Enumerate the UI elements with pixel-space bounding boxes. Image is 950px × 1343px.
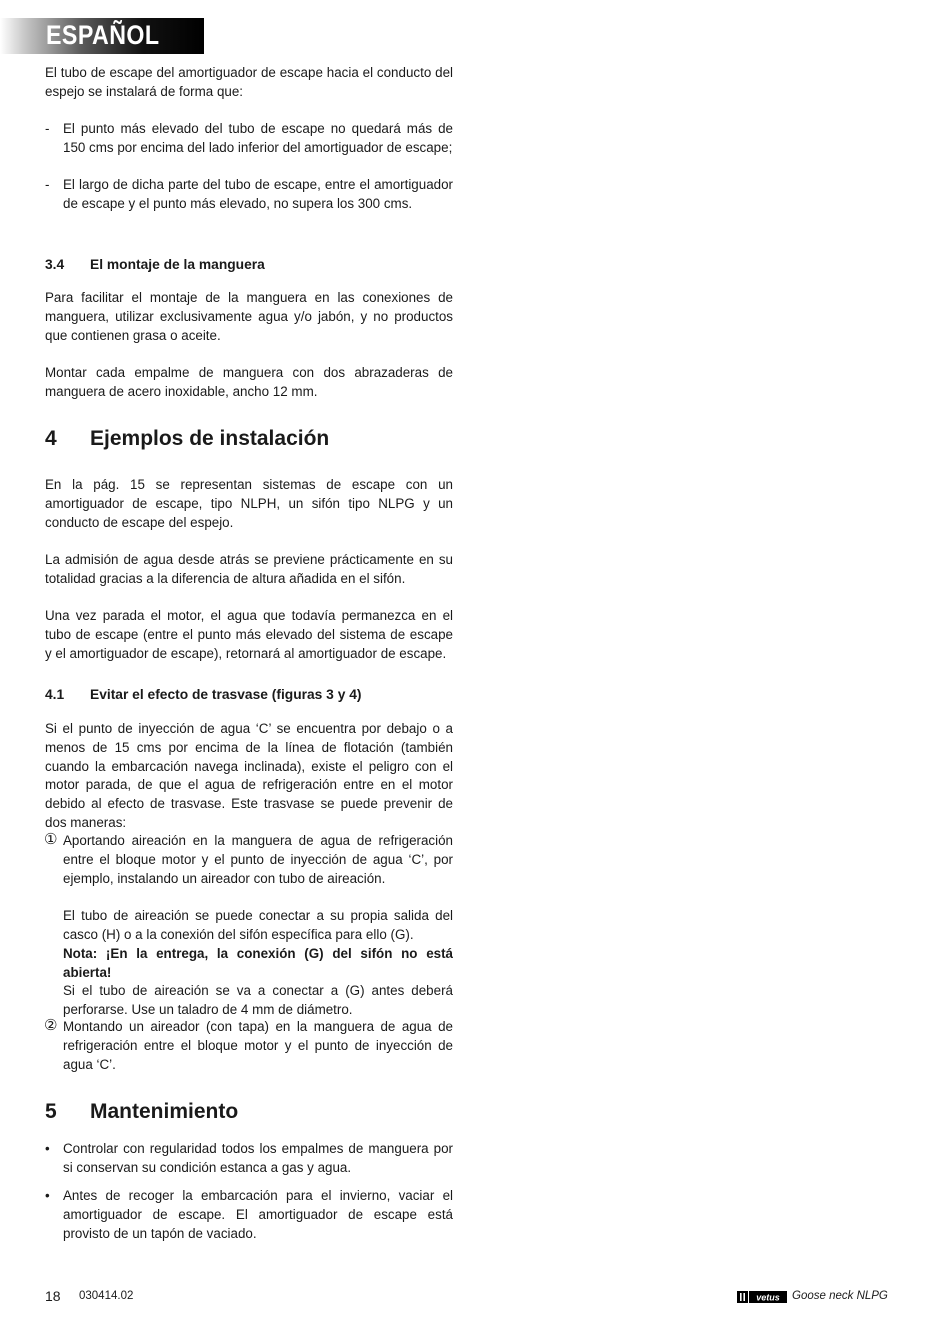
dash-marker: - <box>45 121 50 136</box>
logo-text: vetus <box>756 1292 780 1303</box>
bullet-marker: • <box>45 1141 50 1156</box>
dash-marker: - <box>45 177 50 192</box>
s41-paragraph-1: Si el punto de inyección de agua ‘C’ se encuentra por debajo o a menos de 15 cms por encima de la línea de flotación (también cuando la embarcación navega inclinada), existe el peligro con el motor parada, de que el agua de refrigeración entre en el motor debido al efecto de trasvase. Este trasvase se puede prevenir de dos maneras: <box>45 721 453 830</box>
dash-item-1: - El punto más elevado del tubo de escape no quedará más de 150 cms por encima del lado inferior del amortiguador de escape; <box>45 121 453 155</box>
circled-one-marker: ① <box>44 831 58 848</box>
bullet-item-1: • Controlar con regularidad todos los empalmes de manguera por si conservan su condición estanca a gas y agua. <box>45 1141 453 1175</box>
section-heading-4: 4 Ejemplos de instalación <box>45 427 330 450</box>
page-number: 18 <box>45 1288 61 1304</box>
intro-paragraph: El tubo de escape del amortiguador de escape hacia el conducto del espejo se instalará de forma que: <box>45 65 453 99</box>
section-heading-4-1: 4.1 Evitar el efecto de trasvase (figuras 3 y 4) <box>45 687 362 702</box>
document-code: 030414.02 <box>79 1290 134 1302</box>
note: Nota: ¡En la entrega, la conexión (G) del sifón no está abierta! <box>63 945 453 980</box>
s4-paragraph-2: La admisión de agua desde atrás se previene prácticamente en su totalidad gracias a la diferencia de altura añadida en el sifón. <box>45 552 453 586</box>
section-heading-5: 5 Mantenimiento <box>45 1100 239 1123</box>
section-heading-3-4: 3.4 El montaje de la manguera <box>45 257 265 272</box>
language-label: ESPAÑOL <box>46 20 160 50</box>
s34-paragraph-2: Montar cada empalme de manguera con dos abrazaderas de manguera de acero inoxidable, ancho 12 mm. <box>45 365 453 399</box>
dash-item-2: - El largo de dicha parte del tubo de escape, entre el amortiguador de escape y el punto más elevado, no supera los 300 cms. <box>45 177 453 211</box>
s4-paragraph-3: Una vez parada el motor, el agua que todavía permanezca en el tubo de escape (entre el punto más elevado del sistema de escape y el amortiguador de escape), retornará al amortiguador de escape. <box>45 608 453 661</box>
circled-two-marker: ② <box>44 1017 58 1034</box>
numbered-item-1: ① Aportando aireación en la manguera de agua de refrigeración entre el bloque motor y el punto de inyección de agua ‘C’, por ejemplo, instalando un aireador con tubo de aireación. El tubo de aireación se puede conectar a su propia salida del casco (H) o a la conexión del sifón específica para ello (G). Nota: ¡En la entrega, la conexión (G) del sifón no está abierta! Si el tubo de aireación se va a conectar a (G) antes deberá perforarse. Use un taladro de 4 mm de diámetro. <box>44 831 453 1018</box>
s34-paragraph-1: Para facilitar el montaje de la manguera en las conexiones de manguera, utilizar exclusivamente agua y/o jabón, y no productos que contienen grasa o aceite. <box>45 290 453 343</box>
bullet-marker: • <box>45 1188 50 1203</box>
vetus-logo <box>737 1291 787 1303</box>
bullet-item-2: • Antes de recoger la embarcación para el invierno, vaciar el amortiguador de escape. El amortiguador de escape está provisto de un tapón de vaciado. <box>45 1188 453 1241</box>
product-name: Goose neck NLPG <box>792 1290 888 1302</box>
s4-paragraph-1: En la pág. 15 se representan sistemas de escape con un amortiguador de escape, tipo NLPH, un sifón tipo NLPG y un conducto de escape del espejo. <box>45 477 453 530</box>
numbered-item-2: ② Montando un aireador (con tapa) en la manguera de agua de refrigeración entre el bloque motor y el punto de inyección de agua ‘C’. <box>44 1017 453 1072</box>
